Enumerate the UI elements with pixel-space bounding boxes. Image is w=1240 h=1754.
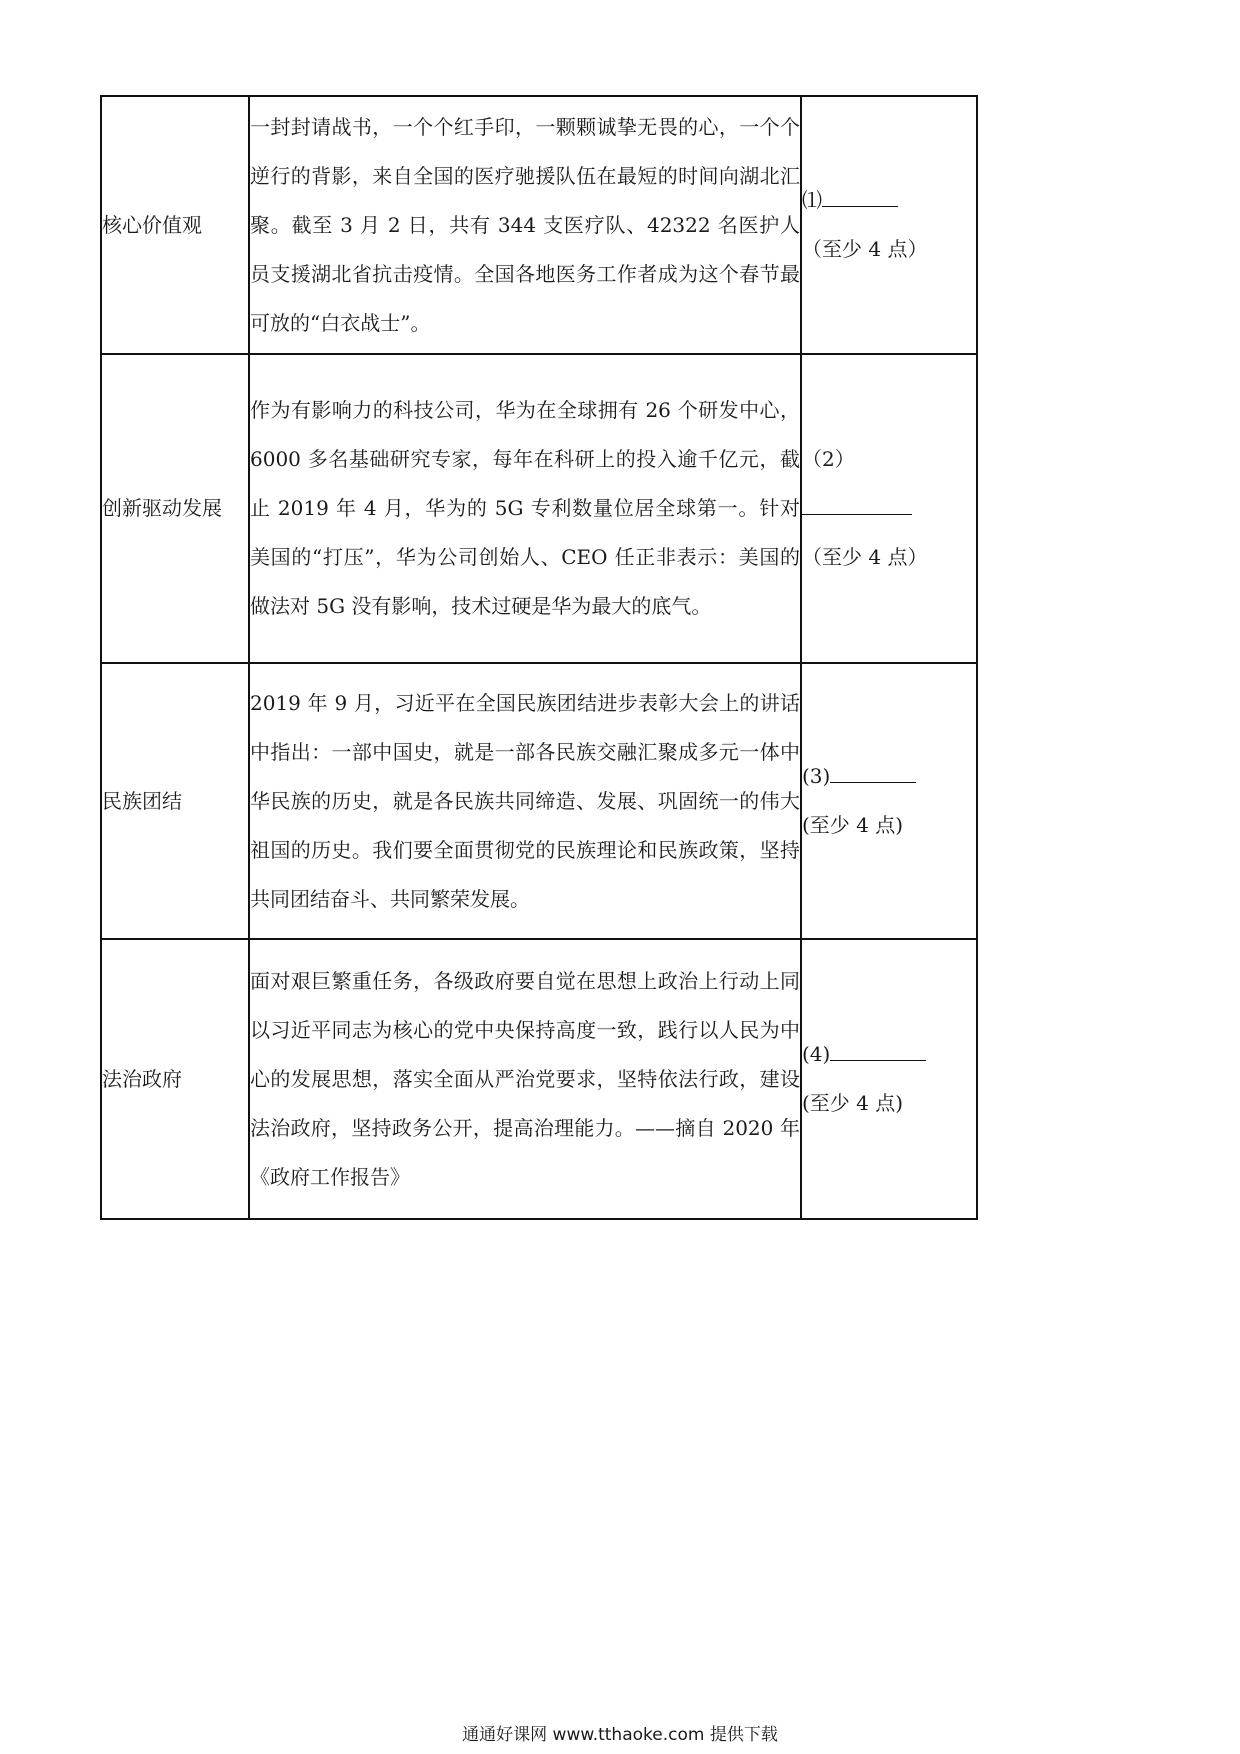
material-text: 作为有影响力的科技公司，华为在全球拥有 26 个研发中心，6000 多名基础研究专家，每年在科研上的投入逾千亿元，截止 2019 年 4 月，华为的 5G 专利数量位居全球第一。针对美国的“打压”，华为公司创始人、CEO 任正非表示：美国的做法对 5G 没有影响，技术过硬是华为最大的底气。	[250, 398, 800, 618]
topic-cell: 核心价值观	[101, 96, 249, 354]
answer-blank[interactable]	[822, 205, 898, 207]
answer-cell[interactable]	[801, 663, 977, 939]
answer-label: ⑴	[802, 188, 822, 212]
answer-label: (3)	[802, 764, 831, 788]
answer-note: (至少 4 点)	[802, 1091, 904, 1115]
answer-label: （2）	[802, 447, 855, 471]
topic-cell: 法治政府	[101, 939, 249, 1219]
table-row	[101, 354, 977, 663]
material-cell	[249, 96, 801, 354]
worksheet-table	[100, 95, 978, 1220]
answer-note: (至少 4 点)	[802, 813, 904, 837]
answer-cell[interactable]	[801, 354, 977, 663]
table-row	[101, 96, 977, 354]
topic-cell: 创新驱动发展	[101, 354, 249, 663]
table-row	[101, 663, 977, 939]
material-text: 面对艰巨繁重任务，各级政府要自觉在思想上政治上行动上同以习近平同志为核心的党中央保持高度一致，践行以人民为中心的发展思想，落实全面从严治党要求，坚特依法行政，建设法治政府，坚持政务公开，提高治理能力。——摘自 2020 年《政府工作报告》	[250, 968, 800, 1189]
topic-cell: 民族团结	[101, 663, 249, 939]
answer-cell[interactable]	[801, 939, 977, 1219]
material-cell	[249, 939, 801, 1219]
material-cell	[249, 663, 801, 939]
material-text: 一封封请战书，一个个红手印，一颗颗诚挚无畏的心，一个个逆行的背影，来自全国的医疗驰援队伍在最短的时间向湖北汇聚。截至 3 月 2 日，共有 344 支医疗队、42322 名医护人员支援湖北省抗击疫情。全国各地医务工作者成为这个春节最可放的“白衣战士”。	[250, 114, 800, 335]
answer-blank[interactable]	[802, 513, 912, 515]
page-footer: 通通好课网 www.tthaoke.com 提供下载	[462, 1725, 778, 1745]
answer-cell[interactable]	[801, 96, 977, 354]
table-row	[101, 939, 977, 1219]
answer-blank[interactable]	[830, 781, 916, 783]
answer-note: （至少 4 点）	[802, 545, 928, 569]
material-cell	[249, 354, 801, 663]
material-text: 2019 年 9 月，习近平在全国民族团结进步表彰大会上的讲话中指出：一部中国史，就是一部各民族交融汇聚成多元一体中华民族的历史，就是各民族共同缔造、发展、巩固统一的伟大祖国的历史。我们要全面贯彻党的民族理论和民族政策，坚持共同团结奋斗、共同繁荣发展。	[250, 690, 800, 911]
answer-note: （至少 4 点）	[802, 237, 928, 261]
answer-blank[interactable]	[830, 1059, 926, 1061]
answer-label: (4)	[802, 1042, 831, 1066]
